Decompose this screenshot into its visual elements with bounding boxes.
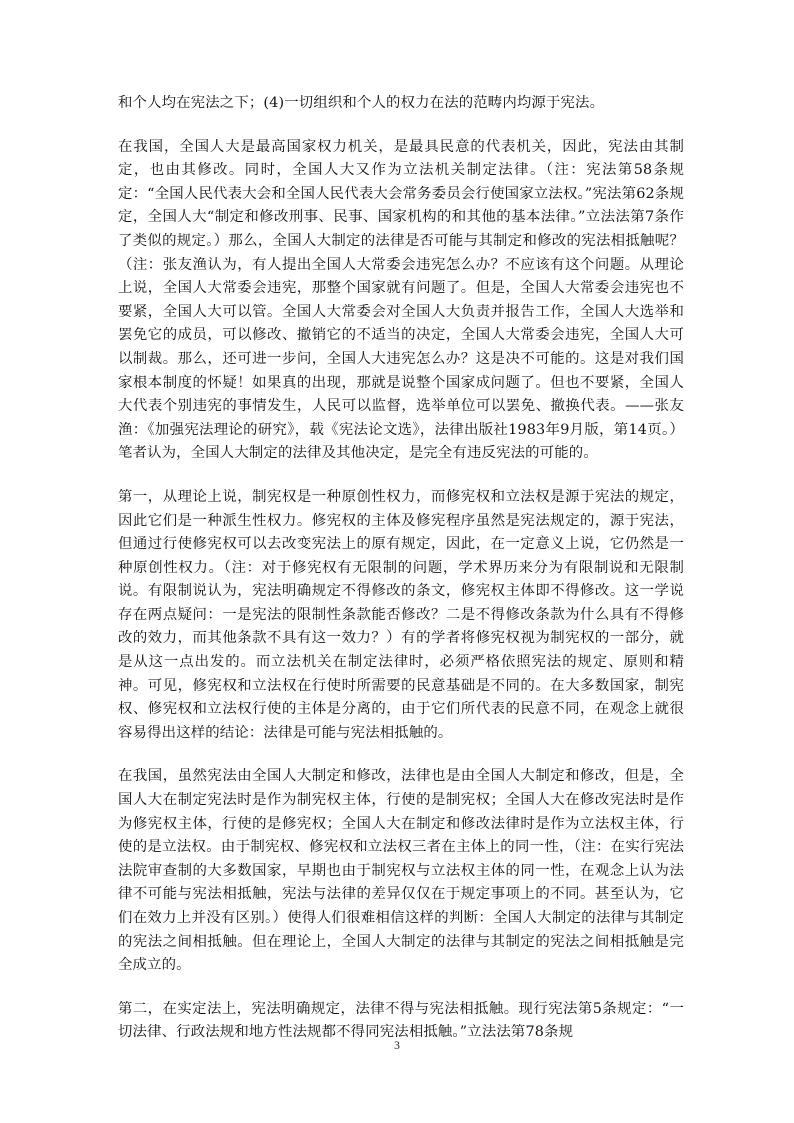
paragraph-3: 第一，从理论上说，制宪权是一种原创性权力，而修宪权和立法权是源于宪法的规定，因此它们是一种派生性权力。修宪权的主体及修宪程序虽然是宪法规定的，源于宪法，但通过行使修宪权可以去改变宪法上的原有规定，因此，在一定意义上说，它仍然是一种原创性权力。（注：对于修宪权有无限制的问题，学术界历来分为有限制说和无限制说。有限制说认为，宪法明确规定不得修改的条文，修宪权主体即不得修改。这一学说存在两点疑问：一是宪法的限制性条款能否修改？二是不得修改条款为什么具有不得修改的效力，而其他条款不具有这一效力？）有的学者将修宪权视为制宪权的一部分，就是从这一点出发的。而立法机关在制定法律时，必须严格依照宪法的规定、原则和精神。可见，修宪权和立法权在行使时所需要的民意基础是不同的。在大多数国家，制宪权、修宪权和立法权行使的主体是分离的，由于它们所代表的民意不同，在观念上就很容易得出这样的结论：法律是可能与宪法相抵触的。 — [118, 488, 684, 741]
paragraph-5: 第二，在实定法上，宪法明确规定，法律不得与宪法相抵触。现行宪法第5条规定：“一切法律、行政法规和地方性法规都不得同宪法相抵触。”立法法第78条规 — [118, 1000, 684, 1041]
paragraph-gap — [118, 745, 684, 765]
paragraph-gap — [118, 466, 684, 486]
paragraph-2: 在我国，全国人大是最高国家权力机关，是最具民意的代表机关，因此，宪法由其制定，也由其修改。同时，全国人大又作为立法机关制定法律。（注：宪法第58条规定：“全国人民代表大会和全国人民代表大会常务委员会行使国家立法权。”宪法第62条规定，全国人大“制定和修改刑事、民事、国家机构的和其他的基本法律。”立法法第7条作了类似的规定。）那么，全国人大制定的法律是否可能与其制定和修改的宪法相抵触呢？（注：张友渔认为，有人提出全国人大常委会违宪怎么办？不应该有这个问题。从理论上说，全国人大常委会违宪，那整个国家就有问题了。但是，全国人大常委会违宪也不要紧，全国人大可以管。全国人大常委会对全国人大负责并报告工作，全国人大选举和罢免它的成员，可以修改、撤销它的不适当的决定，全国人大常委会违宪，全国人大可以制裁。那么，还可进一步问，全国人大违宪怎么办？这是决不可能的。这是对我们国家根本制度的怀疑！如果真的出现，那就是说整个国家成问题了。但也不要紧，全国人大代表个别违宪的事情发生，人民可以监督，选举单位可以罢免、撤换代表。——张友渔：《加强宪法理论的研究》，载《宪法论文选》，法律出版社1983年9月版，第14页。）笔者认为，全国人大制定的法律及其他决定，是完全有违反宪法的可能的。 — [118, 138, 684, 462]
paragraph-1: 和个人均在宪法之下；(4)一切组织和个人的权力在法的范畴内均源于宪法。 — [118, 95, 605, 111]
paragraph-4: 在我国，虽然宪法由全国人大制定和修改，法律也是由全国人大制定和修改，但是，全国人大在制定宪法时是作为制宪权主体，行使的是制宪权；全国人大在修改宪法时是作为修宪权主体，行使的是修宪权；全国人大在制定和修改法律时是作为立法权主体，行使的是立法权。由于制宪权、修宪权和立法权三者在主体上的同一性，（注：在实行宪法法院审查制的大多数国家，早期也由于制宪权与立法权主体的同一性，在观念上认为法律不可能与宪法相抵触，宪法与法律的差异仅仅在于规定事项上的不同。甚至认为，它们在效力上并没有区别。）使得人们很难相信这样的判断：全国人大制定的法律与其制定的宪法之间相抵触。但在理论上，全国人大制定的法律与其制定的宪法之间相抵触是完全成立的。 — [118, 768, 684, 974]
document-page — [118, 92, 684, 1045]
page-number: 3 — [394, 1040, 400, 1052]
paragraph-gap — [118, 978, 684, 998]
paragraph-gap — [118, 116, 684, 136]
